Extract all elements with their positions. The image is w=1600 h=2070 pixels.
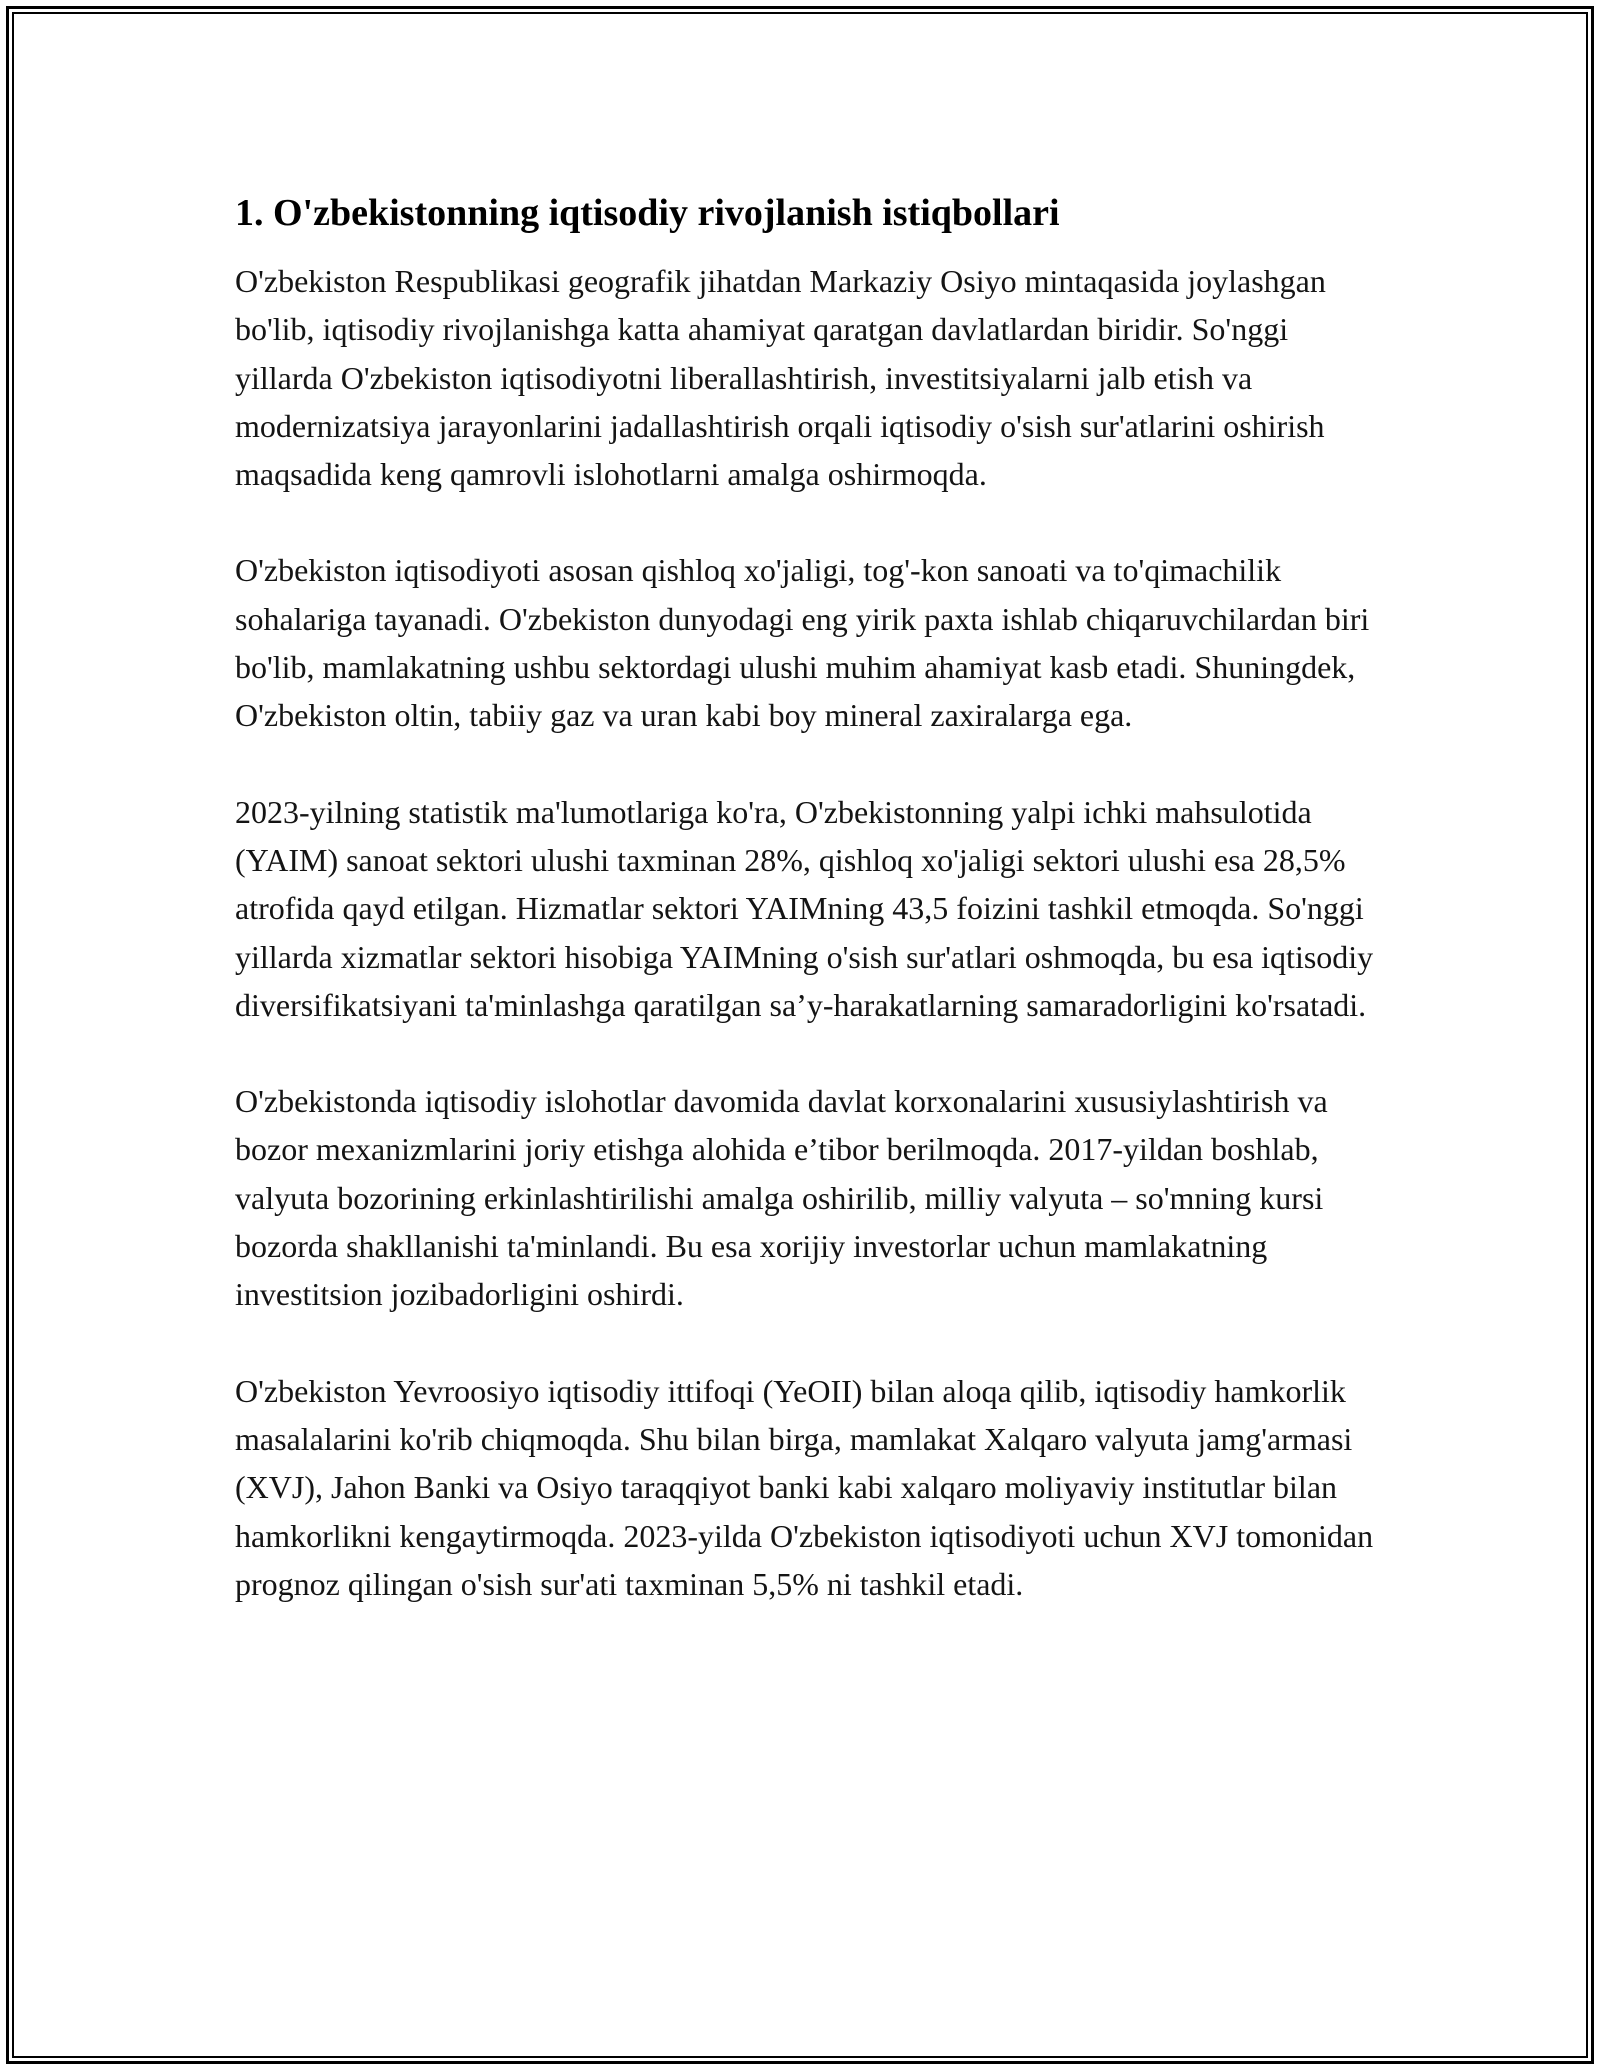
paragraph-5: O'zbekiston Yevroosiyo iqtisodiy ittifoqi (YeOII) bilan aloqa qilib, iqtisodiy hamkorlik masalalarini ko'rib chiqmoqda. Shu bilan birga, mamlakat Xalqaro valyuta jamg'armasi (XVJ), Jahon Banki va Osiyo taraqqiyot banki kabi xalqaro moliyaviy institutlar bilan hamkorlikni kengaytirmoqda. 2023-yilda O'zbekiston iqtisodiyoti uchun XVJ tomonidan prognoz qilingan o'sish sur'ati taxminan 5,5% ni tashkil etadi.	[235, 1372, 1374, 1602]
paragraph-3: 2023-yilning statistik ma'lumotlariga ko'ra, O'zbekistonning yalpi ichki mahsulotida (YAIM) sanoat sektori ulushi taxminan 28%, qishloq xo'jaligi sektori ulushi esa 28,5% atrofida qayd etilgan. Hizmatlar sektori YAIMning 43,5 foizini tashkil etmoqda. So'nggi yillarda xizmatlar sektori hisobiga YAIMning o'sish sur'atlari oshmoqda, bu esa iqtisodiy diversifikatsiyani ta'minlashga qaratilgan sa’y-harakatlarning samaradorligini ko'rsatadi.	[235, 793, 1374, 1023]
paragraph-2: O'zbekiston iqtisodiyoti asosan qishloq xo'jaligi, tog'-kon sanoati va to'qimachilik sohalariga tayanadi. O'zbekiston dunyodagi eng yirik paxta ishlab chiqaruvchilardan biri bo'lib, mamlakatning ushbu sektordagi ulushi muhim ahamiyat kasb etadi. Shuningdek, O'zbekiston oltin, tabiiy gaz va uran kabi boy mineral zaxiralarga ega.	[235, 552, 1370, 734]
document-body	[235, 185, 1375, 1608]
section-heading: 1. O'zbekistonning iqtisodiy rivojlanish istiqbollari	[235, 192, 1060, 234]
paragraph-4: O'zbekistonda iqtisodiy islohotlar davomida davlat korxonalarini xususiylashtirish va bozor mexanizmlarini joriy etishga alohida e’tibor berilmoqda. 2017-yildan boshlab, valyuta bozorining erkinlashtirilishi amalga oshirilib, milliy valyuta – so'mning kursi bozorda shakllanishi ta'minlandi. Bu esa xorijiy investorlar uchun mamlakatning investitsion jozibadorligini oshirdi.	[235, 1083, 1328, 1313]
paragraph-1: O'zbekiston Respublikasi geografik jihatdan Markaziy Osiyo mintaqasida joylashgan bo'lib, iqtisodiy rivojlanishga katta ahamiyat qaratgan davlatlardan biridir. So'nggi yillarda O'zbekiston iqtisodiyotni liberallashtirish, investitsiyalarni jalb etish va modernizatsiya jarayonlarini jadallashtirish orqali iqtisodiy o'sish sur'atlarini oshirish maqsadida keng qamrovli islohotlarni amalga oshirmoqda.	[235, 263, 1326, 493]
